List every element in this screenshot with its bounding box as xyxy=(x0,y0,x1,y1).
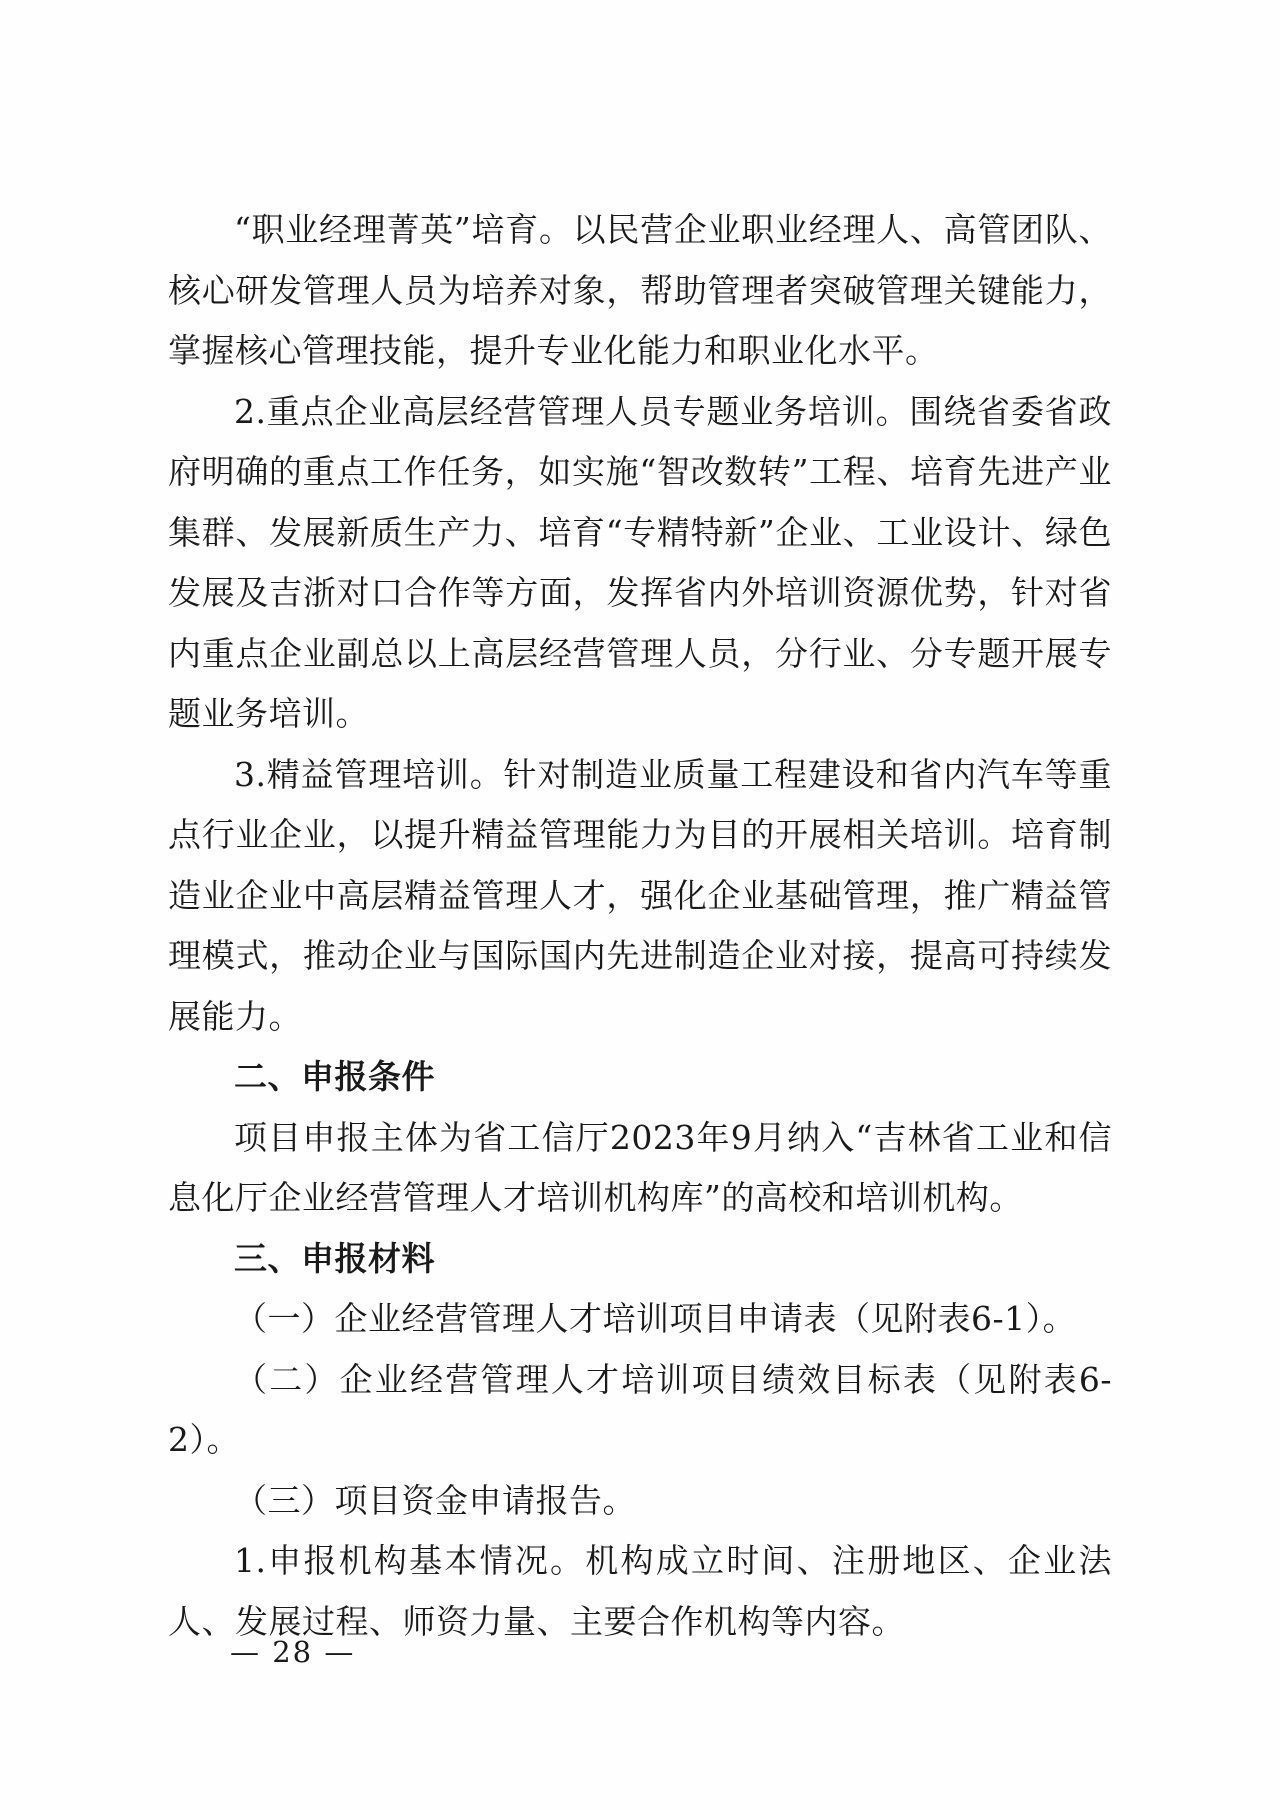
paragraph-elite-cultivation: “职业经理菁英”培育。以民营企业职业经理人、高管团队、核心研发管理人员为培养对象，帮助管理者突破管理关键能力，掌握核心管理技能，提升专业化能力和职业化水平。 xyxy=(168,210,1112,370)
section-heading-application-materials: 三、申报材料 xyxy=(234,1238,435,1278)
page-number: — 28 — xyxy=(230,1635,356,1669)
paragraph-lean-management-training: 3.精益管理培训。针对制造业质量工程建设和省内汽车等重点行业企业，以提升精益管理能力为目的开展相关培训。培育制造业企业中高层精益管理人才，强化企业基础管理，推广精益管理模式，推动企业与国际国内先进制造企业对接，提高可持续发展能力。 xyxy=(168,754,1112,1036)
materials-item-institution-info: 1.申报机构基本情况。机构成立时间、注册地区、企业法人、发展过程、师资力量、主要合作机构等内容。 xyxy=(168,1541,1112,1641)
materials-item-performance-form: （二）企业经营管理人才培训项目绩效目标表（见附表6-2）。 xyxy=(168,1359,1112,1459)
materials-item-application-form: （一）企业经营管理人才培训项目申请表（见附表6-1）。 xyxy=(234,1299,1077,1338)
paragraph-application-conditions: 项目申报主体为省工信厅2023年9月纳入“吉林省工业和信息化厅企业经营管理人才培训机构库”的高校和培训机构。 xyxy=(168,1117,1112,1217)
paragraph-key-enterprise-training: 2.重点企业高层经营管理人员专题业务培训。围绕省委省政府明确的重点工作任务，如实施“智改数转”工程、培育先进产业集群、发展新质生产力、培育“专精特新”企业、工业设计、绿色发展及吉浙对口合作等方面，发挥省内外培训资源优势，针对省内重点企业副总以上高层经营管理人员，分行业、分专题开展专题业务培训。 xyxy=(168,391,1112,733)
document-body xyxy=(168,200,1112,1652)
materials-item-funding-report: （三）项目资金申请报告。 xyxy=(234,1480,636,1520)
section-heading-application-conditions: 二、申报条件 xyxy=(234,1057,435,1096)
